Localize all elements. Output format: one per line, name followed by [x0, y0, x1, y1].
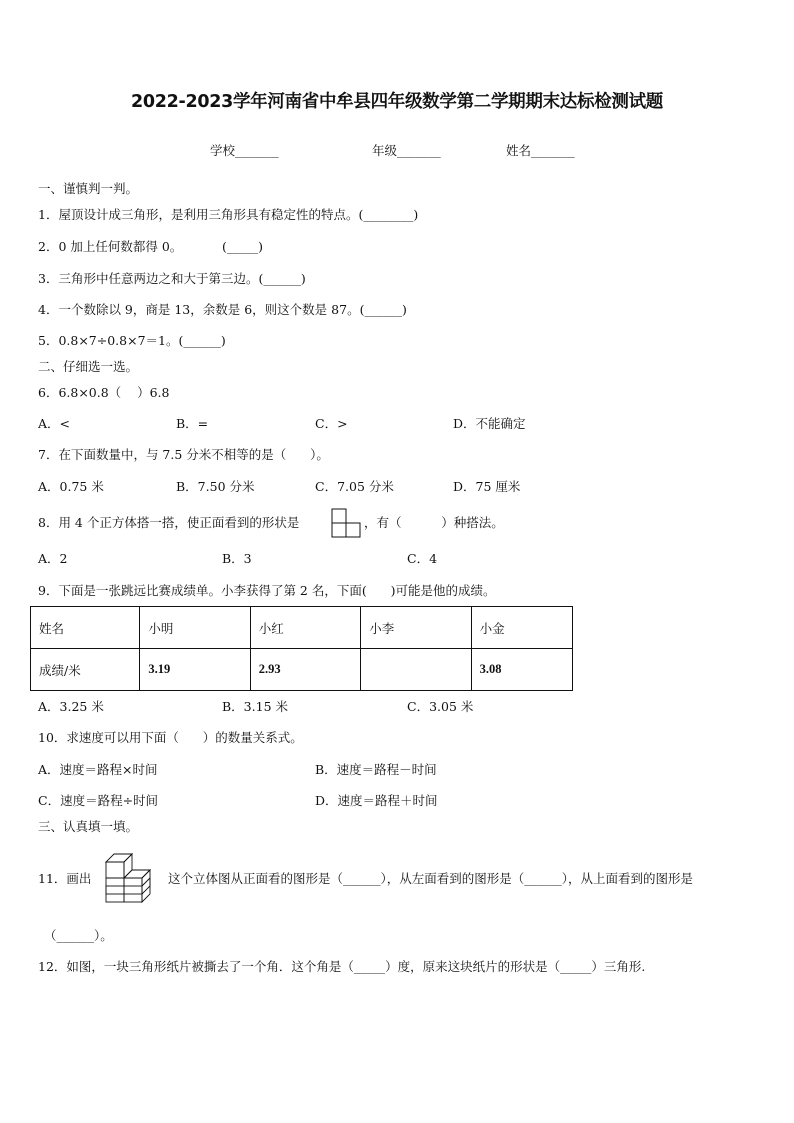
table-cell: 小红	[250, 607, 360, 649]
table-cell: 3.19	[140, 649, 250, 691]
q7-option-b[interactable]: B．7.50 分米	[176, 479, 255, 494]
table-cell: 小明	[140, 607, 250, 649]
question-9: 9．下面是一张跳远比赛成绩单。小李获得了第 2 名，下面( )可能是他的成绩。	[38, 583, 496, 598]
q10-option-d[interactable]: D．速度＝路程＋时间	[315, 793, 438, 808]
question-6: 6．6.8×0.8（ ）6.8	[38, 385, 170, 400]
q9-option-c[interactable]: C．3.05 米	[407, 699, 474, 714]
q6-option-b[interactable]: B．=	[176, 416, 209, 431]
table-cell	[361, 649, 471, 691]
q7-option-d[interactable]: D．75 厘米	[453, 479, 521, 494]
score-table	[30, 606, 573, 691]
section-heading-2: 二、仔细选一选。	[38, 359, 139, 374]
q8-option-a[interactable]: A．2	[38, 551, 68, 566]
question-2: 2．0 加上任何数都得 0。 (_____)	[38, 239, 264, 254]
question-8-part1: 8．用 4 个正方体搭一搭，使正面看到的形状是	[38, 515, 300, 530]
question-1: 1．屋顶设计成三角形，是利用三角形具有稳定性的特点。(________)	[38, 207, 419, 222]
section-heading-3: 三、认真填一填。	[38, 819, 139, 834]
table-cell: 3.08	[471, 649, 572, 691]
question-8-part2: ，有（ ）种搭法。	[364, 515, 504, 530]
q9-option-a[interactable]: A．3.25 米	[38, 699, 104, 714]
q10-option-a[interactable]: A．速度＝路程×时间	[38, 762, 158, 777]
q6-option-a[interactable]: A．<	[38, 416, 71, 431]
section-heading-1: 一、谨慎判一判。	[38, 181, 139, 196]
name-field[interactable]: 姓名_______	[506, 143, 575, 158]
question-10: 10．求速度可以用下面（ ）的数量关系式。	[38, 730, 303, 745]
table-cell: 小李	[361, 607, 471, 649]
q8-option-c[interactable]: C．4	[407, 551, 438, 566]
question-11-part3: （______）。	[44, 928, 113, 943]
school-field[interactable]: 学校_______	[210, 143, 279, 158]
q10-option-c[interactable]: C．速度＝路程÷时间	[38, 793, 159, 808]
question-12: 12．如图，一块三角形纸片被撕去了一个角．这个角是（_____）度，原来这块纸片的形状是（_____）三角形.	[38, 959, 646, 974]
question-7: 7．在下面数量中，与 7.5 分米不相等的是（ ）。	[38, 447, 329, 462]
question-3: 3．三角形中任意两边之和大于第三边。(______)	[38, 271, 306, 286]
front-view-shape-figure	[331, 508, 361, 538]
cube-stack-figure	[104, 852, 154, 906]
question-4: 4．一个数除以 9，商是 13，余数是 6，则这个数是 87。(______)	[38, 302, 407, 317]
q7-option-c[interactable]: C．7.05 分米	[315, 479, 394, 494]
table-row	[31, 649, 573, 691]
q9-option-b[interactable]: B．3.15 米	[222, 699, 288, 714]
page-title: 2022-2023学年河南省中牟县四年级数学第二学期期末达标检测试题	[131, 92, 663, 112]
q6-option-c[interactable]: C．>	[315, 416, 348, 431]
table-cell: 小金	[471, 607, 572, 649]
q7-option-a[interactable]: A．0.75 米	[38, 479, 104, 494]
grade-field[interactable]: 年级_______	[372, 143, 441, 158]
q6-option-d[interactable]: D．不能确定	[453, 416, 526, 431]
q8-option-b[interactable]: B．3	[222, 551, 252, 566]
question-11-part2: 这个立体图从正面看的图形是（______），从左面看到的图形是（______），从上面看到的图形是	[168, 871, 694, 886]
q10-option-b[interactable]: B．速度＝路程－时间	[315, 762, 437, 777]
question-5: 5．0.8×7÷0.8×7＝1。(______)	[38, 333, 226, 348]
table-cell: 2.93	[250, 649, 360, 691]
table-cell: 成绩/米	[31, 649, 140, 691]
table-cell: 姓名	[31, 607, 140, 649]
table-header-row	[31, 607, 573, 649]
question-11-part1: 11．画出	[38, 871, 92, 886]
